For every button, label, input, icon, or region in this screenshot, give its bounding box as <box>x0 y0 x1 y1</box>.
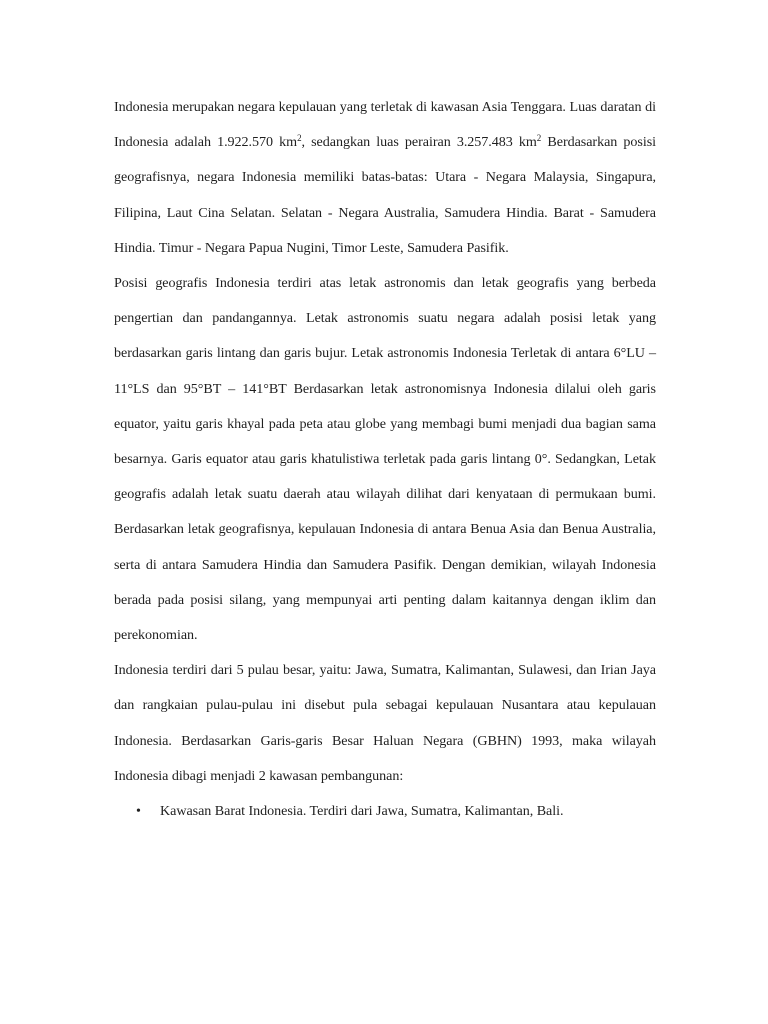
list-item-text: Kawasan Barat Indonesia. Terdiri dari Jawa, Sumatra, Kalimantan, Bali. <box>160 803 564 820</box>
list-item <box>114 794 656 829</box>
paragraph-3: Indonesia terdiri dari 5 pulau besar, yaitu: Jawa, Sumatra, Kalimantan, Sulawesi, dan Irian Jaya dan rangkaian pulau-pulau ini disebut pula sebagai kepulauan Nusantara atau kepulauan Indonesia. Berdasarkan Garis-garis Besar Haluan Negara (GBHN) 1993, maka wilayah Indonesia dibagi menjadi 2 kawasan pembangunan: <box>114 662 656 784</box>
paragraph-2: Posisi geografis Indonesia terdiri atas letak astronomis dan letak geografis yang berbeda pengertian dan pandangannya. Letak astronomis suatu negara adalah posisi letak yang berdasarkan garis lintang dan garis bujur. Letak astronomis Indonesia Terletak di antara 6°LU – 11°LS dan 95°BT – 141°BT Berdasarkan letak astronomisnya Indonesia dilalui oleh garis equator, yaitu garis khayal pada peta atau globe yang membagi bumi menjadi dua bagian sama besarnya. Garis equator atau garis khatulistiwa terletak pada garis lintang 0°. Sedangkan, Letak geografis adalah letak suatu daerah atau wilayah dilihat dari kenyataan di permukaan bumi. Berdasarkan letak geografisnya, kepulauan Indonesia di antara Benua Asia dan Benua Australia, serta di antara Samudera Hindia dan Samudera Pasifik. Dengan demikian, wilayah Indonesia berada pada posisi silang, yang mempunyai arti penting dalam kaitannya dengan iklim dan perekonomian. <box>114 275 656 644</box>
bullet-list <box>114 794 656 829</box>
superscript-2: 2 <box>297 133 302 144</box>
paragraph-1-part-3: Berdasarkan posisi geografisnya, negara Indonesia memiliki batas-batas: Utara - Negara Malaysia, Singapura, Filipina, Laut Cina Selatan. Selatan - Negara Australia, Samudera Hindia. Barat - Samudera Hindia. Timur - Negara Papua Nugini, Timor Leste, Samudera Pasifik. <box>114 134 656 256</box>
document-body <box>114 90 656 829</box>
paragraph-1-part-2: , sedangkan luas perairan 3.257.483 km <box>301 134 537 151</box>
superscript-2: 2 <box>536 133 542 144</box>
paragraph-1-part-1: Indonesia merupakan negara kepulauan yang terletak di kawasan Asia Tenggara. Luas daratan di Indonesia adalah 1.922.570 km <box>114 99 656 151</box>
paragraph-1 <box>114 90 656 266</box>
bullet-icon: • <box>136 803 141 820</box>
